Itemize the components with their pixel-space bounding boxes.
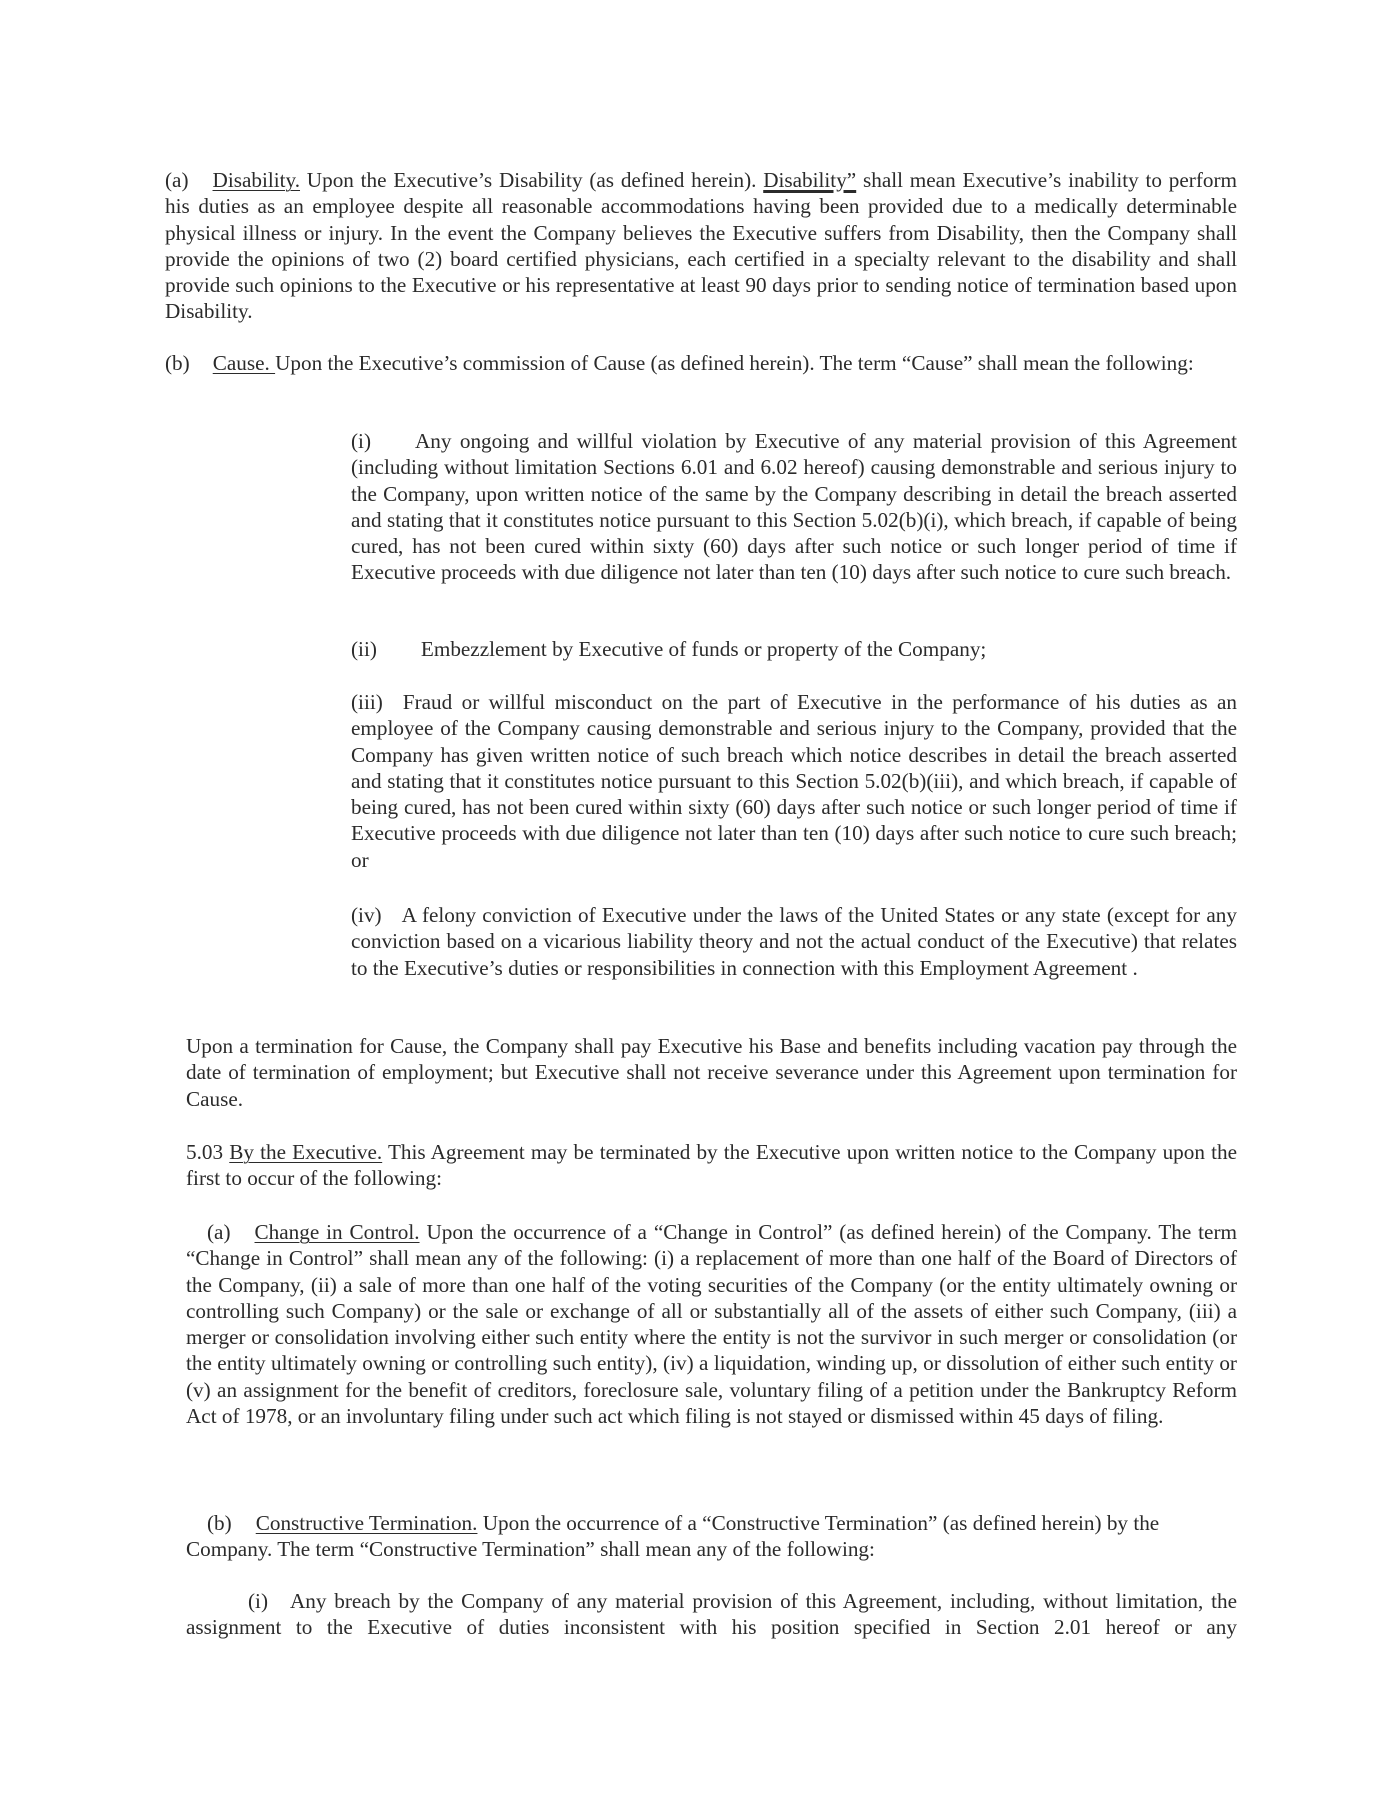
paragraph-text: This Agreement may be terminated by the Executive upon written notice to the Company upon the first to occur of the following:: [186, 1140, 1238, 1191]
paragraph-cause-closing: [186, 1033, 1237, 1112]
section-heading-constructive-termination: Constructive Termination.: [255, 1511, 478, 1535]
paragraph-disability: [165, 167, 1237, 325]
cause-item-ii: [351, 636, 1237, 662]
item-marker: (iv): [351, 903, 382, 927]
item-marker: (a): [165, 168, 189, 192]
section-heading-change-in-control: Change in Control.: [254, 1220, 420, 1244]
paragraph-text: shall mean Executive’s inability to perform his duties as an employee despite all reasonable accommodations having been provided due to a medically determinable physical illness or injury. In the event the Company believes the Executive suffers from Disability, then the Company shall provide the opinions of two (2) board certified physicians, each certified in a specialty relevant to the disability and shall provide such opinions to the Executive or his representative at least 90 days prior to sending notice of termination based upon Disability.: [165, 168, 1237, 324]
cause-item-iii: [351, 689, 1237, 873]
paragraph-text: Upon a termination for Cause, the Company shall pay Executive his Base and benefits including vacation pay through the date of termination of employment; but Executive shall not receive severance under this Agreement upon termination for Cause.: [186, 1034, 1237, 1111]
item-text: Any ongoing and willful violation by Executive of any material provision of this Agreement (including without limitation Sections 6.01 and 6.02 hereof) causing demonstrable and serious injury to the Company, upon written notice of the same by the Company describing in detail the breach asserted and stating that it constitutes notice pursuant to this Section 5.02(b)(i), which breach, if capable of being cured, has not been cured within sixty (60) days after such notice or such longer period of time if Executive proceeds with due diligence not later than ten (10) days after such notice to cure such breach.: [351, 429, 1237, 585]
paragraph-text: Upon the Executive’s Disability (as defined herein).: [300, 168, 764, 192]
item-marker: (i): [351, 429, 371, 453]
item-text: A felony conviction of Executive under the laws of the United States or any state (except for any conviction based on a vicarious liability theory and not the actual conduct of the Executive) that relates to the Executive’s duties or responsibilities in connection with this Employment Agreement .: [351, 903, 1237, 980]
section-heading-cause: Cause.: [212, 351, 276, 375]
paragraph-text: Upon the occurrence of a “Change in Control” (as defined herein) of the Company. The term “Change in Control” shall mean any of the following: (i) a replacement of more than one half of the Board of Directors of the Company, (ii) a sale of more than one half of the voting securities of the Company (or the entity ultimately owning or controlling such Company) or the sale or exchange of all or substantially all of the assets of either such Company, (iii) a merger or consolidation involving either such entity where the entity is not the survivor in such merger or consolidation (or the entity ultimately owning or controlling such entity), (iv) a liquidation, winding up, or dissolution of either such entity or (v) an assignment for the benefit of creditors, foreclosure sale, voluntary filing of a petition under the Bankruptcy Reform Act of 1978, or an involuntary filing under such act which filing is not stayed or dismissed within 45 days of filing.: [186, 1220, 1237, 1429]
item-marker: (a): [207, 1220, 231, 1244]
item-text: Any breach by the Company of any material provision of this Agreement, including, without limitation, the assignment to the Executive of duties inconsistent with his position specified in Section 2.01 hereof or any: [186, 1589, 1237, 1640]
item-marker: (b): [165, 351, 190, 375]
item-marker: (iii): [351, 690, 383, 714]
section-heading-by-executive: By the Executive.: [229, 1140, 383, 1164]
constructive-item-i: [186, 1588, 1237, 1641]
paragraph-change-in-control: [186, 1219, 1237, 1429]
cause-item-iv: [351, 902, 1237, 981]
paragraph-5-03: [186, 1139, 1237, 1192]
paragraph-cause: [165, 350, 1237, 376]
section-number: 5.03: [186, 1140, 224, 1164]
paragraph-constructive-termination: [186, 1510, 1216, 1563]
section-heading-disability: Disability.: [212, 168, 301, 192]
paragraph-text: Upon the occurrence of a “Constructive Termination” (as defined herein) by the Company. The term “Constructive Termination” shall mean any of the following:: [186, 1511, 1160, 1562]
item-text: Embezzlement by Executive of funds or property of the Company;: [420, 637, 987, 661]
paragraph-text: Upon the Executive’s commission of Cause (as defined herein). The term “Cause” shall mean the following:: [275, 351, 1194, 375]
item-marker: (i): [248, 1589, 268, 1613]
cause-item-i: [351, 428, 1237, 586]
defined-term-disability: Disability”: [763, 168, 857, 192]
item-text: Fraud or willful misconduct on the part of Executive in the performance of his duties as an employee of the Company causing demonstrable and serious injury to the Company, provided that the Company has given written notice of such breach which notice describes in detail the breach asserted and stating that it constitutes notice pursuant to this Section 5.02(b)(iii), and which breach, if capable of being cured, has not been cured within sixty (60) days after such notice or such longer period of time if Executive proceeds with due diligence not later than ten (10) days after such notice to cure such breach; or: [351, 690, 1237, 872]
item-marker: (b): [207, 1511, 232, 1535]
item-marker: (ii): [351, 637, 377, 661]
